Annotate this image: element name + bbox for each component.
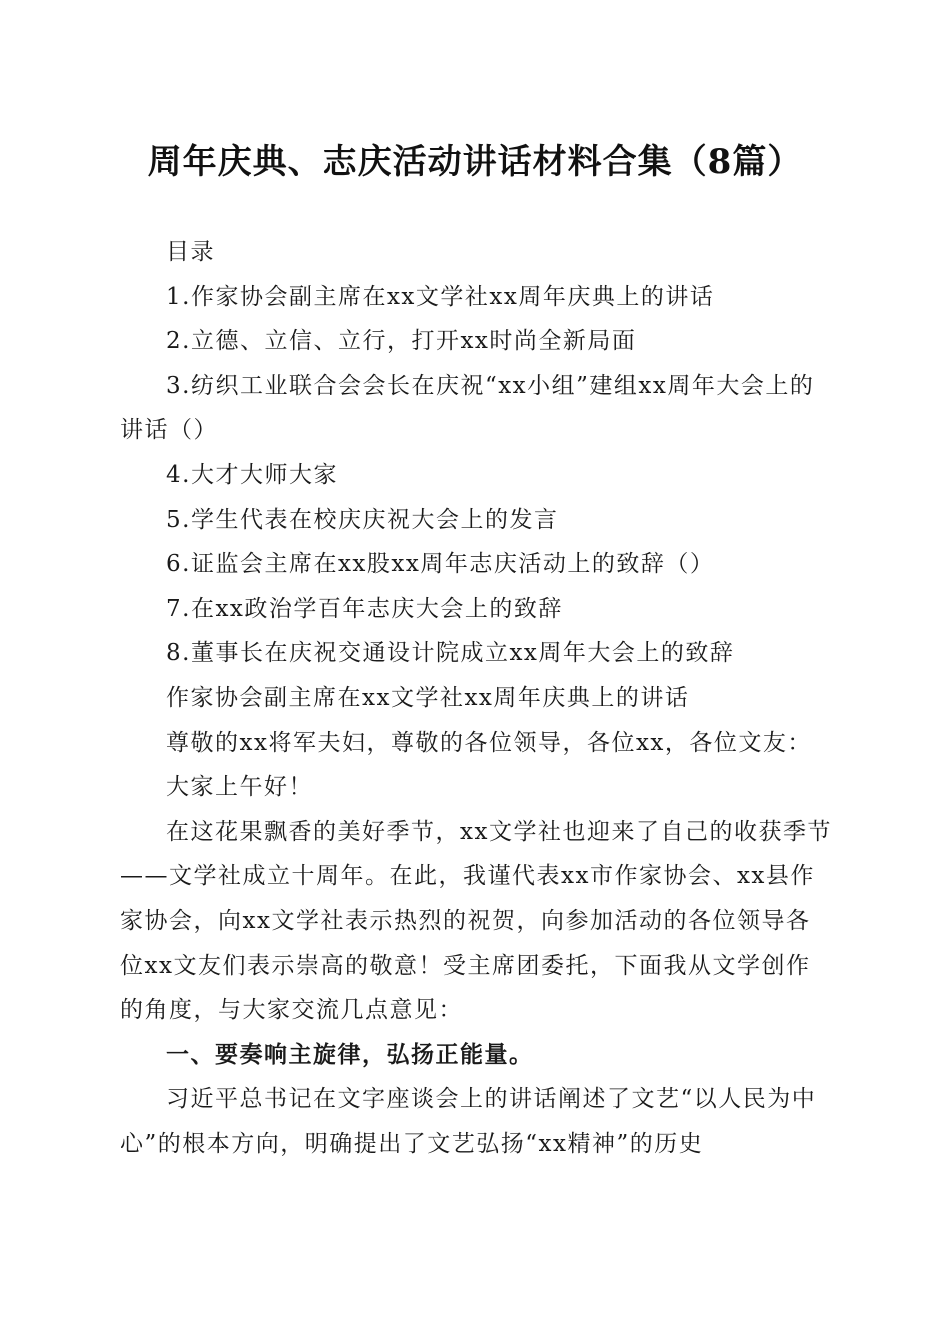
toc-item: 6.证监会主席在xx股xx周年志庆活动上的致辞（） xyxy=(166,551,715,578)
document-title: 周年庆典、志庆活动讲话材料合集（8篇） xyxy=(147,142,803,182)
toc-item: 8.董事长在庆祝交通设计院成立xx周年大会上的致辞 xyxy=(166,640,735,667)
greeting: 大家上午好！ xyxy=(166,774,313,801)
toc-item: 5.学生代表在校庆庆祝大会上的发言 xyxy=(166,506,559,533)
toc-item: 1.作家协会副主席在xx文学社xx周年庆典上的讲话 xyxy=(166,283,715,310)
section-heading: 一、要奏响主旋律，弘扬正能量。 xyxy=(166,1041,534,1068)
speech-title: 作家协会副主席在xx文学社xx周年庆典上的讲话 xyxy=(166,684,690,711)
toc-item: 2.立德、立信、立行，打开xx时尚全新局面 xyxy=(166,328,637,355)
toc-item: 7.在xx政治学百年志庆大会上的致辞 xyxy=(166,595,563,622)
toc-item: 3.纺织工业联合会会长在庆祝“xx小组”建组xx周年大会上的讲话（） xyxy=(120,372,815,444)
body-paragraph: 在这花果飘香的美好季节，xx文学社也迎来了自己的收获季节——文学社成立十周年。在此，我谨代表xx市作家协会、xx县作家协会，向xx文学社表示热烈的祝贺，向参加活动的各位领导各位xx文友们表示崇高的敬意！受主席团委托，下面我从文学创作的角度，与大家交流几点意见： xyxy=(120,818,832,1024)
document-body xyxy=(120,230,832,1166)
body-paragraph: 习近平总书记在文字座谈会上的讲话阐述了文艺“以人民为中心”的根本方向，明确提出了文艺弘扬“xx精神”的历史 xyxy=(120,1086,817,1157)
toc-heading: 目录 xyxy=(166,239,215,265)
salutation: 尊敬的xx将军夫妇，尊敬的各位领导，各位xx，各位文友： xyxy=(166,729,812,756)
toc-item: 4.大才大师大家 xyxy=(166,461,338,488)
